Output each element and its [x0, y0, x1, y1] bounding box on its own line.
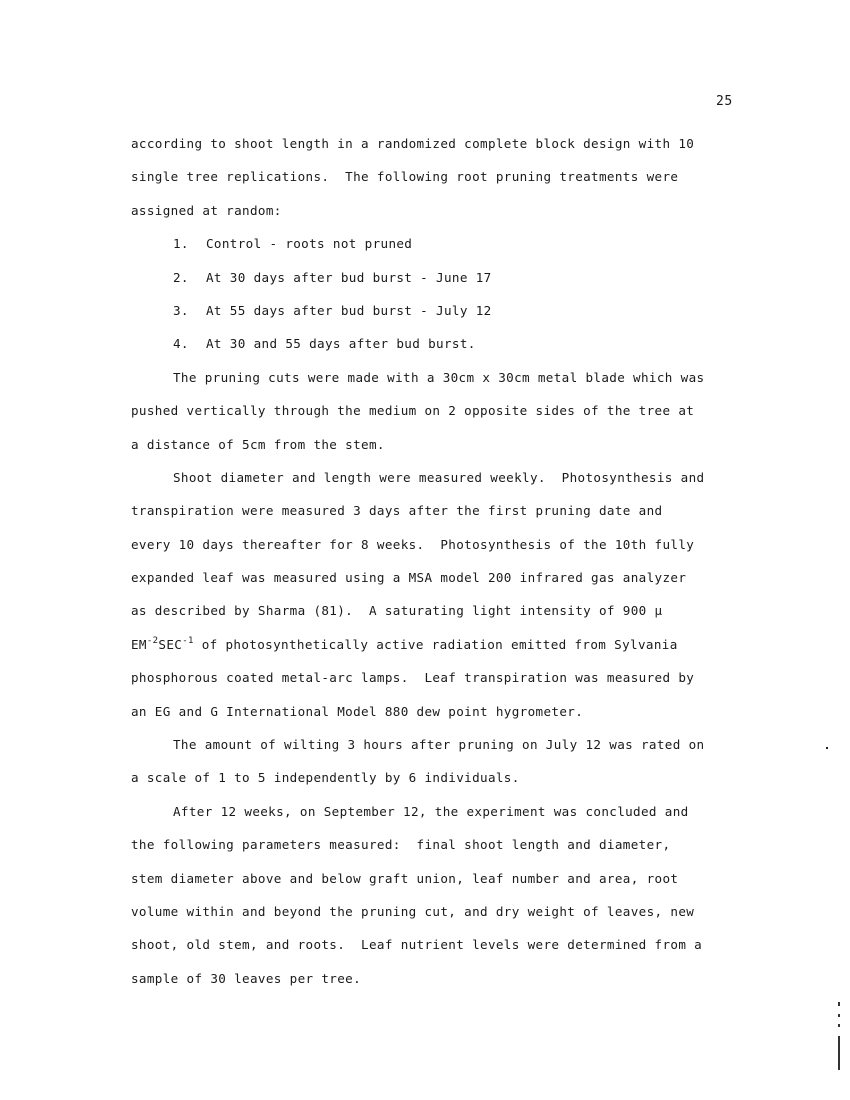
text-line: The amount of wilting 3 hours after pruning on July 12 was rated on: [173, 737, 705, 753]
scan-speck: [826, 747, 828, 749]
text-line: a scale of 1 to 5 independently by 6 individuals.: [131, 770, 520, 786]
page-number: 25: [716, 94, 733, 109]
treatment-item: [131, 294, 751, 327]
text-line: After 12 weeks, on September 12, the experiment was concluded and: [173, 803, 689, 819]
text-line: according to shoot length in a randomized complete block design with 10: [131, 136, 695, 151]
treatment-number: 1.: [173, 236, 189, 252]
text-line: transpiration were measured 3 days after the first pruning date and: [131, 503, 663, 519]
text-line: volume within and beyond the pruning cut, and dry weight of leaves, new: [131, 903, 695, 919]
text-line: the following parameters measured: final shoot length and diameter,: [131, 837, 671, 853]
exponent: -2: [146, 635, 159, 646]
unit-text: EM: [131, 636, 147, 652]
text-line: expanded leaf was measured using a MSA model 200 infrared gas analyzer: [131, 570, 687, 586]
text-line: shoot, old stem, and roots. Leaf nutrient levels were determined from a: [131, 937, 703, 953]
treatment-item: [131, 227, 751, 260]
treatment-number: 4.: [173, 336, 189, 352]
line-text: of photosynthetically active radiation emitted from Sylvania: [193, 636, 678, 652]
text-line: pushed vertically through the medium on 2 opposite sides of the tree at: [131, 403, 695, 419]
text-line: every 10 days thereafter for 8 weeks. Photosynthesis of the 10th fully: [131, 536, 695, 552]
scan-edge-mark: [838, 1002, 840, 1006]
text-line: single tree replications. The following root pruning treatments were: [131, 169, 679, 185]
treatment-text: At 55 days after bud burst - July 12: [206, 302, 492, 318]
text-line: an EG and G International Model 880 dew point hygrometer.: [131, 703, 584, 719]
text-line: assigned at random:: [131, 202, 282, 218]
exponent: -1: [182, 635, 194, 646]
treatment-number: 2.: [173, 269, 189, 285]
treatment-text: At 30 days after bud burst - June 17: [206, 269, 492, 285]
treatment-text: Control - roots not pruned: [206, 236, 413, 252]
document-body: [131, 127, 751, 995]
treatment-number: 3.: [173, 302, 189, 318]
text-line: stem diameter above and below graft union, leaf number and area, root: [131, 870, 679, 886]
text-line: as described by Sharma (81). A saturating light intensity of 900 μ: [131, 603, 663, 619]
text-line: The pruning cuts were made with a 30cm x 30cm metal blade which was: [173, 369, 705, 385]
treatment-item: [131, 261, 751, 294]
unit-text: SEC: [158, 636, 183, 652]
scan-edge-mark: [838, 1024, 840, 1027]
scan-edge-mark: [838, 1014, 840, 1017]
treatment-item: [131, 327, 751, 360]
text-line: sample of 30 leaves per tree.: [131, 970, 362, 986]
scan-edge-mark: [838, 1036, 840, 1070]
text-line: a distance of 5cm from the stem.: [131, 436, 385, 452]
text-line: Shoot diameter and length were measured weekly. Photosynthesis and: [173, 469, 705, 485]
treatment-text: At 30 and 55 days after bud burst.: [206, 336, 476, 352]
text-line: phosphorous coated metal-arc lamps. Leaf transpiration was measured by: [131, 670, 695, 686]
text-line: [131, 628, 751, 661]
